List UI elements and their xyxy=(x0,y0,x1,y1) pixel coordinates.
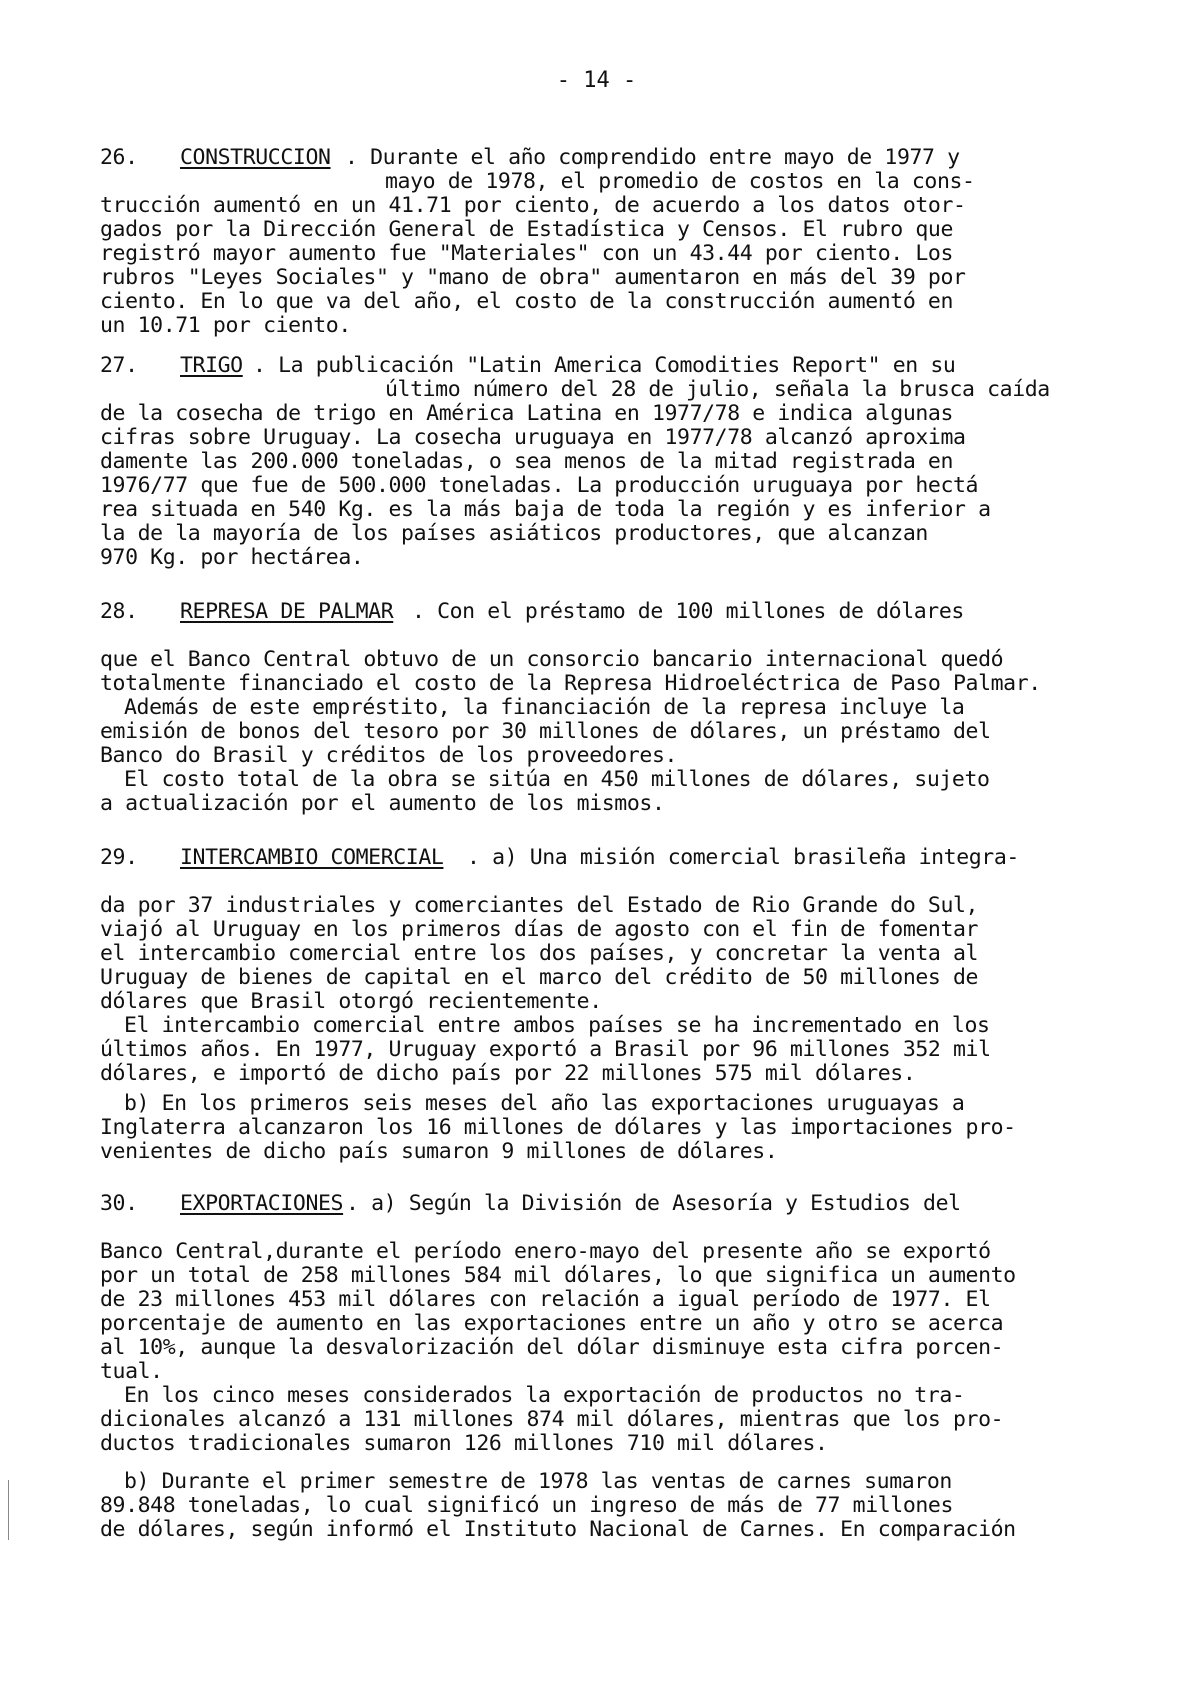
section-28-line: Banco do Brasil y créditos de los proveedores. xyxy=(100,743,678,768)
section-26-line: mayo de 1978, el promedio de costos en la cons- xyxy=(385,169,975,194)
section-26-line: . Durante el año comprendido entre mayo de 1977 y xyxy=(345,145,960,170)
section-30-line: 89.848 toneladas, lo cual significó un ingreso de más de 77 millones xyxy=(100,1493,953,1518)
section-26-title: CONSTRUCCION xyxy=(180,145,331,170)
section-29-line: últimos años. En 1977, Uruguay exportó a Brasil por 96 millones 352 mil xyxy=(100,1037,991,1062)
section-30-line: Banco Central,durante el período enero-mayo del presente año se exportó xyxy=(100,1239,991,1264)
section-30-line: b) Durante el primer semestre de 1978 las ventas de carnes sumaron xyxy=(124,1469,952,1494)
section-30-line: ductos tradicionales sumaron 126 millones 710 mil dólares. xyxy=(100,1431,828,1456)
section-28-title: REPRESA DE PALMAR xyxy=(180,599,394,624)
section-30-title: EXPORTACIONES xyxy=(180,1191,344,1216)
section-27-line: la de la mayoría de los países asiáticos productores, que alcanzan xyxy=(100,521,928,546)
section-30-line: por un total de 258 millones 584 mil dólares, lo que significa un aumento xyxy=(100,1263,1016,1288)
section-26-number: 26. xyxy=(100,145,138,170)
section-30-line: En los cinco meses considerados la exportación de productos no tra- xyxy=(124,1383,965,1408)
section-27-line: . La publicación "Latin America Comodities Report" en su xyxy=(253,353,956,378)
section-29-line: Uruguay de bienes de capital en el marco del crédito de 50 millones de xyxy=(100,965,979,990)
section-28-line: . Con el préstamo de 100 millones de dólares xyxy=(412,599,964,624)
section-26-line: registró mayor aumento fue "Materiales" con un 43.44 por ciento. Los xyxy=(100,241,953,266)
section-29-line: b) En los primeros seis meses del año las exportaciones uruguayas a xyxy=(124,1091,965,1116)
section-30-line: al 10%, aunque la desvalorización del dólar disminuye esta cifra porcen- xyxy=(100,1335,1004,1360)
section-27-line: damente las 200.000 toneladas, o sea menos de la mitad registrada en xyxy=(100,449,953,474)
section-26-line: trucción aumentó en un 41.71 por ciento, de acuerdo a los datos otor- xyxy=(100,193,966,218)
section-30-line: de dólares, según informó el Instituto Nacional de Carnes. En comparación xyxy=(100,1517,1016,1542)
section-27-line: 970 Kg. por hectárea. xyxy=(100,545,364,570)
section-29-line: venientes de dicho país sumaron 9 millones de dólares. xyxy=(100,1139,778,1164)
scan-margin-mark xyxy=(8,1480,9,1540)
section-29-number: 29. xyxy=(100,845,138,870)
section-28-line: Además de este empréstito, la financiación de la represa incluye la xyxy=(124,695,965,720)
section-28-number: 28. xyxy=(100,599,138,624)
section-28-line: totalmente financiado el costo de la Represa Hidroeléctrica de Paso Palmar. xyxy=(100,671,1041,696)
section-30-line: de 23 millones 453 mil dólares con relación a igual período de 1977. El xyxy=(100,1287,991,1312)
section-29-line: viajó al Uruguay en los primeros días de agosto con el fin de fomentar xyxy=(100,917,979,942)
section-29-line: El intercambio comercial entre ambos países se ha incrementado en los xyxy=(124,1013,990,1038)
section-30-line: tual. xyxy=(100,1359,163,1384)
section-26-line: un 10.71 por ciento. xyxy=(100,313,351,338)
section-26-line: gados por la Dirección General de Estadística y Censos. El rubro que xyxy=(100,217,953,242)
section-29-line: el intercambio comercial entre los dos países, y concretar la venta al xyxy=(100,941,979,966)
section-29-line: dólares que Brasil otorgó recientemente. xyxy=(100,989,602,1014)
section-28-line: El costo total de la obra se sitúa en 450 millones de dólares, sujeto xyxy=(124,767,990,792)
section-26-line: ciento. En lo que va del año, el costo de la construcción aumentó en xyxy=(100,289,953,314)
page-number: - 14 - xyxy=(556,68,637,93)
section-28-line: que el Banco Central obtuvo de un consorcio bancario internacional quedó xyxy=(100,647,1004,672)
section-29-title: INTERCAMBIO COMERCIAL xyxy=(180,845,444,870)
section-28-line: a actualización por el aumento de los mismos. xyxy=(100,791,665,816)
section-30-line: dicionales alcanzó a 131 millones 874 mil dólares, mientras que los pro- xyxy=(100,1407,1004,1432)
section-27-line: cifras sobre Uruguay. La cosecha uruguaya en 1977/78 alcanzó aproxima xyxy=(100,425,966,450)
section-29-line: . a) Una misión comercial brasileña integra- xyxy=(467,845,1019,870)
section-30-line: . a) Según la División de Asesoría y Estudios del xyxy=(346,1191,961,1216)
section-27-line: rea situada en 540 Kg. es la más baja de toda la región y es inferior a xyxy=(100,497,991,522)
section-27-number: 27. xyxy=(100,353,138,378)
section-26-line: rubros "Leyes Sociales" y "mano de obra" aumentaron en más del 39 por xyxy=(100,265,966,290)
section-27-title: TRIGO xyxy=(180,353,243,378)
section-29-line: da por 37 industriales y comerciantes del Estado de Rio Grande do Sul, xyxy=(100,893,979,918)
section-27-line: último número del 28 de julio, señala la brusca caída xyxy=(385,377,1050,402)
section-30-number: 30. xyxy=(100,1191,138,1216)
section-27-line: 1976/77 que fue de 500.000 toneladas. La producción uruguaya por hectá xyxy=(100,473,979,498)
section-28-line: emisión de bonos del tesoro por 30 millones de dólares, un préstamo del xyxy=(100,719,991,744)
section-27-line: de la cosecha de trigo en América Latina en 1977/78 e indica algunas xyxy=(100,401,953,426)
section-29-line: dólares, e importó de dicho país por 22 millones 575 mil dólares. xyxy=(100,1061,916,1086)
section-29-line: Inglaterra alcanzaron los 16 millones de dólares y las importaciones pro- xyxy=(100,1115,1016,1140)
section-30-line: porcentaje de aumento en las exportaciones entre un año y otro se acerca xyxy=(100,1311,1004,1336)
